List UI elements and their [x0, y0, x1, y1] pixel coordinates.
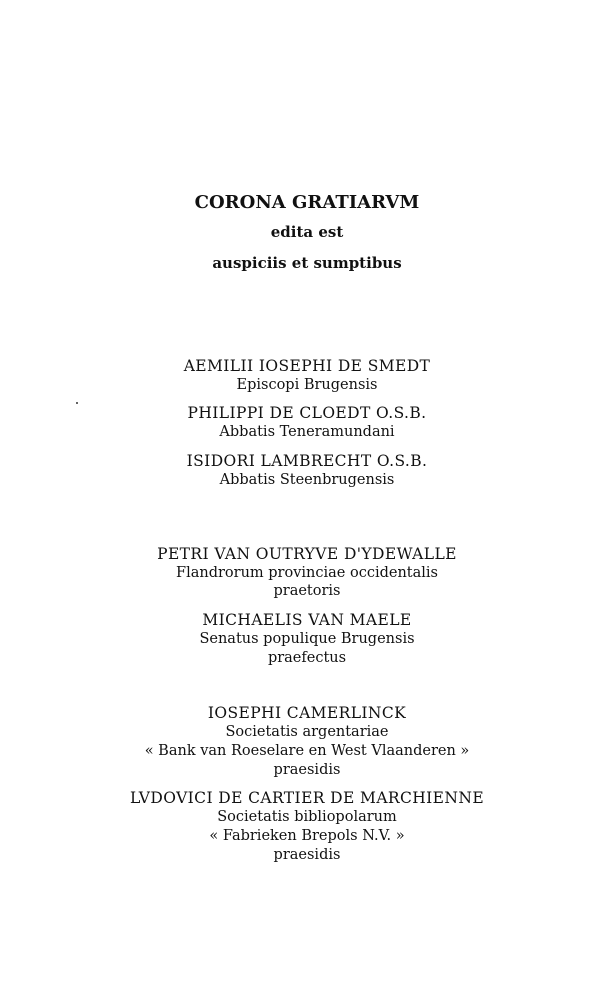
- patron-name: ISIDORI LAMBRECHT O.S.B.: [186, 452, 428, 470]
- patron-title-line: Flandrorum provinciae occidentalis: [176, 565, 438, 581]
- patron-title-line: « Fabrieken Brepols N.V. »: [209, 828, 405, 844]
- title-corona-gratiarum: CORONA GRATIARVM: [194, 192, 420, 213]
- patron-title-line: praesidis: [273, 762, 341, 778]
- patron-name: AEMILII IOSEPHI DE SMEDT: [183, 357, 431, 375]
- patron-title-line: Abbatis Steenbrugensis: [219, 472, 395, 488]
- subtitle-auspiciis: auspiciis et sumptibus: [212, 254, 402, 272]
- patron-title-line: Episcopi Brugensis: [236, 377, 378, 393]
- patron-title-line: praetoris: [273, 583, 341, 599]
- patron-name: PETRI VAN OUTRYVE D'YDEWALLE: [157, 545, 457, 563]
- patron-title-line: « Bank van Roeselare en West Vlaanderen »: [144, 743, 470, 759]
- patron-name: MICHAELIS VAN MAELE: [202, 611, 412, 629]
- patron-name: LVDOVICI DE CARTIER DE MARCHIENNE: [129, 789, 485, 807]
- patron-title-line: Abbatis Teneramundani: [219, 424, 395, 440]
- patron-title-line: praefectus: [267, 650, 347, 666]
- print-speck: [76, 402, 78, 404]
- patron-title-line: praesidis: [273, 847, 341, 863]
- patron-title-line: Senatus populique Brugensis: [199, 631, 415, 647]
- patron-name: IOSEPHI CAMERLINCK: [207, 704, 407, 722]
- subtitle-edita-est: edita est: [270, 223, 344, 241]
- patron-name: PHILIPPI DE CLOEDT O.S.B.: [187, 404, 427, 422]
- patron-title-line: Societatis bibliopolarum: [217, 809, 397, 825]
- patron-title-line: Societatis argentariae: [225, 724, 389, 740]
